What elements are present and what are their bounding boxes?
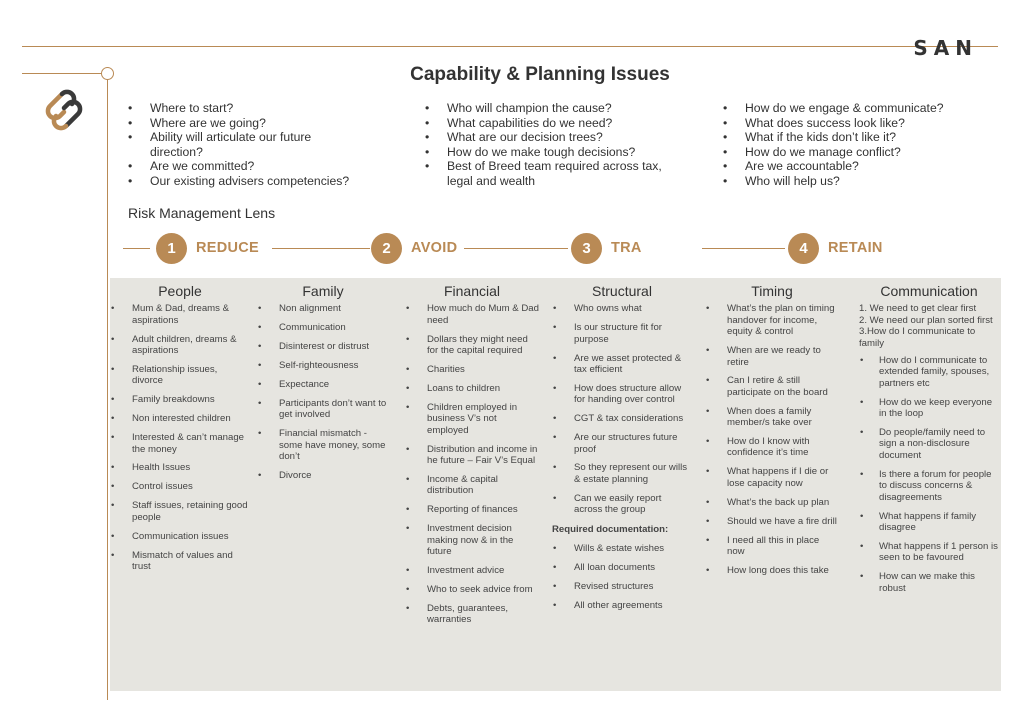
list-item: • What’s the back up plan bbox=[705, 497, 839, 508]
numbered-list bbox=[859, 303, 999, 349]
list-item: • What happens if 1 person is seen to be favoured bbox=[859, 541, 999, 564]
column-title: People bbox=[158, 283, 202, 299]
list-item: • Are our structures future proof bbox=[552, 432, 692, 455]
list-item: • What’s the plan on timing handover for income, equity & control bbox=[705, 303, 839, 337]
step-retain bbox=[788, 232, 883, 264]
column-title: Financial bbox=[443, 283, 501, 299]
list-item: • Wills & estate wishes bbox=[552, 543, 692, 554]
list-item: • Communication issues bbox=[110, 531, 250, 542]
page-title: Capability & Planning Issues bbox=[410, 64, 670, 85]
required-documentation-heading: Required documentation: bbox=[552, 523, 669, 535]
list-item: • Expectance bbox=[257, 379, 389, 390]
question-item: • Where to start? bbox=[128, 101, 358, 116]
list-item: • Can I retire & still participate on the board bbox=[705, 375, 839, 398]
list-item: • Financial mismatch - some have money, some don’t bbox=[257, 428, 389, 462]
brand-logo-text: SAN bbox=[913, 36, 978, 60]
list-item: • So they represent our wills & estate planning bbox=[552, 462, 692, 485]
column-title: Communication bbox=[880, 283, 978, 299]
question-item: • Our existing advisers competencies? bbox=[128, 174, 358, 189]
list-item: • How long does this take bbox=[705, 565, 839, 576]
step-connector bbox=[702, 248, 785, 249]
list-item: • Do people/family need to sign a non-disclosure document bbox=[859, 427, 999, 461]
column-family bbox=[257, 283, 389, 489]
question-item: • Are we accountable? bbox=[723, 159, 983, 174]
list-item: • Communication bbox=[257, 322, 389, 333]
top-rule bbox=[22, 46, 998, 47]
question-item: • What are our decision trees? bbox=[425, 130, 670, 145]
list-item: • Interested & can’t manage the money bbox=[110, 432, 250, 455]
list-item: • Disinterest or distrust bbox=[257, 341, 389, 352]
column-communication bbox=[859, 283, 999, 601]
list-item: • I need all this in place now bbox=[705, 535, 839, 558]
numbered-item: 2. We need our plan sorted first bbox=[859, 314, 993, 326]
list-item: • How do I communicate to extended family, spouses, partners etc bbox=[859, 355, 999, 389]
question-item: • How do we make tough decisions? bbox=[425, 145, 670, 160]
list-item: • Charities bbox=[405, 364, 539, 375]
question-item: • Where are we going? bbox=[128, 116, 358, 131]
question-item: • What does success look like? bbox=[723, 116, 983, 131]
list-item: • Mum & Dad, dreams & aspirations bbox=[110, 303, 250, 326]
step-label: RETAIN bbox=[828, 240, 883, 256]
column-title: Family bbox=[302, 283, 344, 299]
question-list-2 bbox=[425, 101, 670, 189]
question-item: • Are we committed? bbox=[128, 159, 358, 174]
list-item: • Can we easily report across the group bbox=[552, 493, 692, 516]
list-item: • When are we ready to retire bbox=[705, 345, 839, 368]
question-list-3 bbox=[723, 101, 983, 189]
list-item: • Are we asset protected & tax efficient bbox=[552, 353, 692, 376]
step-number-badge: 1 bbox=[156, 233, 187, 264]
column-title: Timing bbox=[751, 283, 793, 299]
chain-link-logo-icon bbox=[40, 86, 88, 134]
list-item: • Should we have a fire drill bbox=[705, 516, 839, 527]
column-timing bbox=[705, 283, 839, 584]
list-item: • Non alignment bbox=[257, 303, 389, 314]
numbered-item: 3.How do I communicate to family bbox=[859, 326, 976, 349]
list-item: • How can we make this robust bbox=[859, 571, 999, 594]
question-item: • How do we engage & communicate? bbox=[723, 101, 983, 116]
list-item: • Distribution and income in he future – Fair V’s Equal bbox=[405, 444, 539, 467]
step-avoid bbox=[371, 232, 457, 264]
question-item: • Who will champion the cause? bbox=[425, 101, 670, 116]
question-list-1 bbox=[128, 101, 358, 189]
list-item: • Dollars they might need for the capital required bbox=[405, 334, 539, 357]
numbered-item: 1. We need to get clear first bbox=[859, 303, 977, 315]
step-connector bbox=[123, 248, 150, 249]
list-item: • How do we keep everyone in the loop bbox=[859, 397, 999, 420]
step-label: REDUCE bbox=[196, 240, 260, 256]
list-item: • What happens if I die or lose capacity now bbox=[705, 466, 839, 489]
question-item: • Ability will articulate our future direction? bbox=[128, 130, 358, 159]
list-item: • Reporting of finances bbox=[405, 504, 539, 515]
question-item: • Best of Breed team required across tax, legal and wealth bbox=[425, 159, 670, 188]
column-people bbox=[110, 283, 250, 580]
list-item: • Control issues bbox=[110, 481, 250, 492]
step-reduce bbox=[156, 232, 259, 264]
question-item: • Who will help us? bbox=[723, 174, 983, 189]
list-item: • Health Issues bbox=[110, 462, 250, 473]
list-item: • How much do Mum & Dad need bbox=[405, 303, 539, 326]
question-item: • How do we manage conflict? bbox=[723, 145, 983, 160]
column-title: Structural bbox=[592, 283, 652, 299]
list-item: • Is there a forum for people to discuss concerns & disagreements bbox=[859, 469, 999, 503]
list-item: • Divorce bbox=[257, 470, 389, 481]
list-item: • Adult children, dreams & aspirations bbox=[110, 334, 250, 357]
column-structural bbox=[552, 283, 692, 619]
step-connector bbox=[464, 248, 568, 249]
list-item: • All loan documents bbox=[552, 562, 692, 573]
list-item: • How does structure allow for handing over control bbox=[552, 383, 692, 406]
list-item: • Staff issues, retaining good people bbox=[110, 500, 250, 523]
list-item: • Who to seek advice from bbox=[405, 584, 539, 595]
list-item: • Debts, guarantees, warranties bbox=[405, 603, 539, 626]
list-item: • How do I know with confidence it’s time bbox=[705, 436, 839, 459]
step-number-badge: 3 bbox=[571, 233, 602, 264]
list-item: • Children employed in business V’s not employed bbox=[405, 402, 539, 436]
step-label: AVOID bbox=[411, 240, 458, 256]
list-item: • Investment advice bbox=[405, 565, 539, 576]
column-financial bbox=[405, 283, 539, 633]
list-item: • Investment decision making now & in the future bbox=[405, 523, 539, 557]
list-item: • Who owns what bbox=[552, 303, 692, 314]
step-number-badge: 2 bbox=[371, 233, 402, 264]
list-item: • All other agreements bbox=[552, 600, 692, 611]
left-rule bbox=[107, 78, 108, 700]
list-item: • Revised structures bbox=[552, 581, 692, 592]
list-item: • Self-righteousness bbox=[257, 360, 389, 371]
list-item: • Is our structure fit for purpose bbox=[552, 322, 692, 345]
question-item: • What if the kids don’t like it? bbox=[723, 130, 983, 145]
step-number-badge: 4 bbox=[788, 233, 819, 264]
list-item: • CGT & tax considerations bbox=[552, 413, 692, 424]
list-item: • When does a family member/s take over bbox=[705, 406, 839, 429]
question-item: • What capabilities do we need? bbox=[425, 116, 670, 131]
risk-management-heading: Risk Management Lens bbox=[128, 205, 276, 221]
list-item: • Non interested children bbox=[110, 413, 250, 424]
list-item: • Loans to children bbox=[405, 383, 539, 394]
step-label: TRA bbox=[611, 240, 642, 256]
list-item: • What happens if family disagree bbox=[859, 511, 999, 534]
step-tra bbox=[571, 232, 642, 264]
list-item: • Participants don’t want to get involved bbox=[257, 398, 389, 421]
list-item: • Family breakdowns bbox=[110, 394, 250, 405]
step-connector bbox=[272, 248, 370, 249]
list-item: • Mismatch of values and trust bbox=[110, 550, 250, 573]
list-item: • Income & capital distribution bbox=[405, 474, 539, 497]
list-item: • Relationship issues, divorce bbox=[110, 364, 250, 387]
